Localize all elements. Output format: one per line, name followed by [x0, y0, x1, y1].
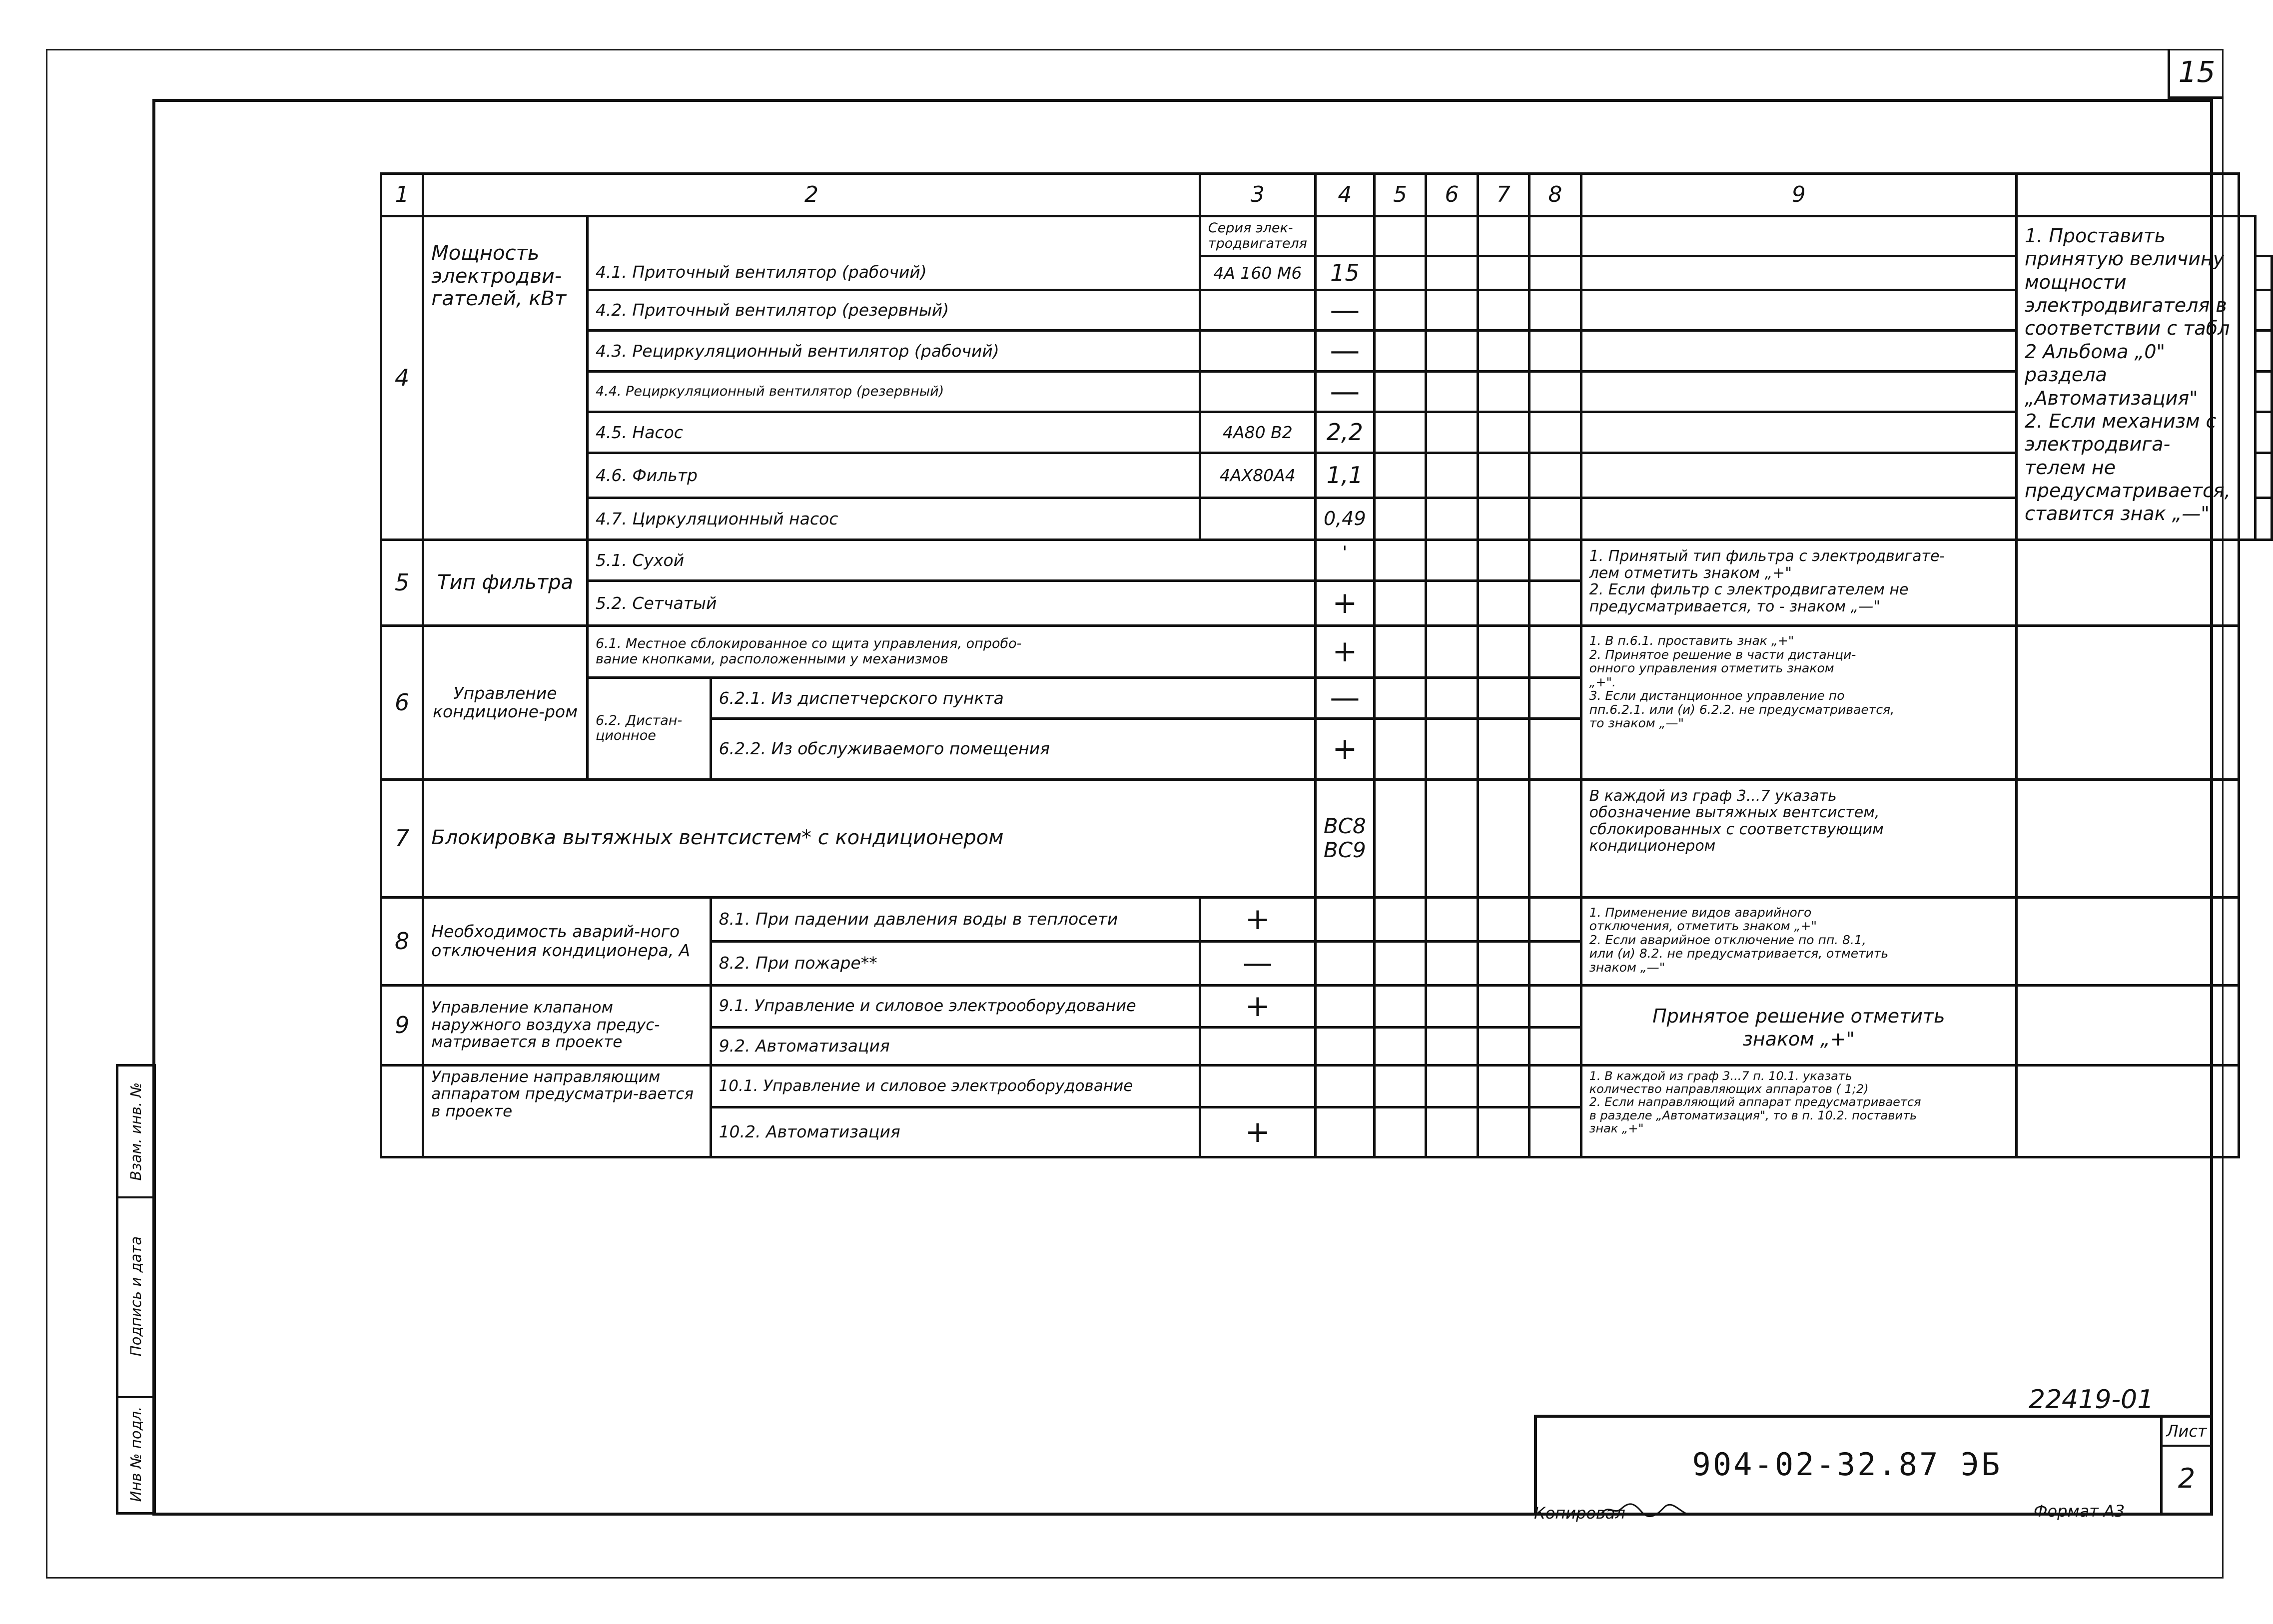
note-line: 2. Если фильтр с электродвигателем не [1589, 581, 1909, 599]
table-cell [1478, 1027, 1529, 1065]
table-cell [1529, 897, 1581, 941]
item-value: 2,2 [1315, 412, 1374, 453]
item-value: + [1315, 626, 1374, 678]
local-text: кнопками, расположенными у механизмов [642, 651, 948, 667]
table-cell [1374, 1107, 1426, 1157]
table-cell [1374, 256, 1426, 290]
side-stamp-inventory [118, 1396, 153, 1512]
note-line: ставится знак „—". [2024, 503, 2216, 525]
format-label: Формат А3 [2034, 1502, 2125, 1521]
row-number: 5 [381, 540, 423, 626]
table-cell [2239, 216, 2256, 540]
table-row [381, 897, 2272, 941]
table-cell [1478, 779, 1529, 897]
table-cell [1529, 256, 1581, 290]
item-label: 8.1. При падении давления воды в теплосети [711, 897, 1200, 941]
item-value: + [1315, 581, 1374, 626]
table-cell [2256, 498, 2272, 540]
table-cell [1426, 331, 1478, 371]
note-line: соответствии с табл 2 Альбома „0" [2024, 317, 2230, 363]
table-cell [1529, 453, 1581, 498]
table-cell [1529, 412, 1581, 453]
item-label: 10.1. Управление и силовое электрооборудование [711, 1065, 1200, 1107]
table-cell [1529, 941, 1581, 985]
table-cell [1426, 1107, 1478, 1157]
local-control-line2 [596, 652, 1307, 667]
note-line: 1. Применение видов аварийного [1589, 905, 1812, 920]
table-cell [1478, 941, 1529, 985]
table-cell [2016, 985, 2239, 1065]
note-line: отключения, отметить знаком „+" [1589, 919, 1817, 934]
col-header: 8 [1529, 174, 1581, 216]
item-value: + [1200, 985, 1315, 1027]
note-line: предусматривается, то - знаком „—" [1589, 597, 1881, 615]
item-value: 15 [1315, 256, 1374, 290]
table-cell [1374, 216, 1426, 256]
item-value [1200, 1065, 1315, 1107]
table-cell [2016, 779, 2239, 897]
table-cell [1478, 678, 1529, 718]
vent-system-1: ВС8 [1323, 814, 1366, 839]
table-cell [1374, 331, 1426, 371]
table-cell [1581, 371, 2016, 412]
table-cell [1478, 897, 1529, 941]
table-cell [1374, 290, 1426, 331]
note-line: 2. Если механизм с электродвига- [2024, 410, 2217, 456]
item-label: 4.5. Насос [587, 412, 1200, 453]
item-series: 4АХ80А4 [1200, 453, 1315, 498]
row-title: Управление направляющим аппаратом предусматри-вается в проекте [423, 1065, 711, 1157]
table-row [381, 412, 2272, 453]
note-line: онного управления отметить знаком [1589, 661, 1834, 676]
table-cell [1426, 779, 1478, 897]
table-row [381, 985, 2272, 1027]
note-line: телем не предусматривается, [2024, 456, 2231, 502]
table-cell [1374, 453, 1426, 498]
item-value: 1,1 [1315, 453, 1374, 498]
table-cell [2256, 371, 2272, 412]
row-number: 9 [381, 985, 423, 1065]
table-cell [1315, 216, 1374, 256]
side-stamp [116, 1064, 156, 1515]
item-label: 4.1. Приточный вентилятор (рабочий) [587, 256, 1200, 290]
item-value [1315, 779, 1374, 897]
table-cell [1426, 256, 1478, 290]
item-value: + [1315, 718, 1374, 779]
table-row [381, 371, 2272, 412]
table-row [381, 540, 2272, 581]
note-line: 1. Принятый тип фильтра с электродвигате- [1589, 547, 1945, 565]
table-cell [1529, 779, 1581, 897]
item-value: + [1200, 1107, 1315, 1157]
item-value [1200, 1027, 1315, 1065]
item-label: 10.2. Автоматизация [711, 1107, 1200, 1157]
table-row [381, 1065, 2272, 1107]
table-cell [1529, 331, 1581, 371]
table-cell [1374, 412, 1426, 453]
table-cell [1426, 453, 1478, 498]
table-cell [1374, 1027, 1426, 1065]
copier-signature [1599, 1501, 1689, 1519]
table-cell [1426, 540, 1478, 581]
col-header: 9 [1581, 174, 2016, 216]
table-cell [1315, 1107, 1374, 1157]
table-cell [1478, 453, 1529, 498]
row-title: Управление клапаном наружного воздуха предус-матривается в проекте [423, 985, 711, 1065]
document-number: 22419-01 [2029, 1385, 2154, 1415]
table-cell [1374, 498, 1426, 540]
col-header: 5 [1374, 174, 1426, 216]
table-cell [1529, 1027, 1581, 1065]
note-line: количество направляющих аппаратов ( 1;2) [1589, 1082, 1869, 1096]
table-cell [1529, 290, 1581, 331]
row-title: Управление кондиционе-ром [423, 626, 588, 779]
table-cell [2256, 412, 2272, 453]
item-label: 4.3. Рециркуляционный вентилятор (рабочий) [587, 331, 1200, 371]
table-cell [1426, 1027, 1478, 1065]
col-header: 1 [381, 174, 423, 216]
copied-by-label: Копировал [1534, 1504, 1625, 1523]
table-cell [1581, 412, 2016, 453]
table-cell [1315, 897, 1374, 941]
side-stamp-replacement [118, 1067, 153, 1198]
item-series [1200, 371, 1315, 412]
table-cell [2016, 1065, 2239, 1157]
note-line: 2. Если аварийное отключение по пп. 8.1, [1589, 932, 1866, 947]
table-cell [1374, 897, 1426, 941]
note-line: В каждой из граф 3...7 указать [1589, 787, 1837, 805]
item-label: 4.2. Приточный вентилятор (резервный) [587, 290, 1200, 331]
note-line: раздела „Автоматизация" [2024, 364, 2198, 409]
table-cell [1315, 941, 1374, 985]
item-series: 4А 160 М6 [1200, 256, 1315, 290]
table-row [381, 290, 2272, 331]
table-cell [2256, 256, 2272, 290]
table-cell [1478, 498, 1529, 540]
note-line: или (и) 8.2. не предусматривается, отметить [1589, 946, 1889, 961]
table-cell [2256, 453, 2272, 498]
table-cell [1315, 985, 1374, 1027]
row-number [381, 1065, 423, 1157]
note-line: сблокированных с соответствующим [1589, 820, 1884, 838]
header-row [381, 174, 2272, 216]
table-cell [1581, 256, 2016, 290]
item-label: 4.4. Рециркуляционный вентилятор (резервный) [587, 371, 1200, 412]
table-cell [2016, 626, 2239, 779]
sheet-number: 15 [2168, 49, 2224, 99]
table-row [381, 626, 2272, 678]
row-number: 8 [381, 897, 423, 985]
side-stamp-signature [118, 1196, 153, 1398]
note-line: 2. Если направляющий аппарат предусматривается [1589, 1095, 1921, 1109]
note-line: в разделе „Автоматизация", то в п. 10.2. поставить [1589, 1108, 1917, 1122]
item-label: 5.2. Сетчатый [587, 581, 1315, 626]
table-cell [1374, 371, 1426, 412]
col-header: 6 [1426, 174, 1478, 216]
row-note [1581, 985, 2016, 1065]
table-cell [1529, 581, 1581, 626]
note-line: пп.6.2.1. или (и) 6.2.2. не предусматривается, [1589, 702, 1895, 717]
drawing-code: 904-02-32.87 ЭБ [1692, 1446, 2002, 1483]
row-number: 6 [381, 626, 423, 779]
table-cell [1529, 540, 1581, 581]
item-label: 8.2. При пожаре** [711, 941, 1200, 985]
table-cell [1529, 216, 1581, 256]
table-cell [1426, 581, 1478, 626]
col-header: 2 [423, 174, 1200, 216]
row-title: Тип фильтра [423, 540, 588, 626]
item-value: — [1315, 290, 1374, 331]
table-cell [1374, 581, 1426, 626]
side-stamp-label: Подпись и дата [127, 1236, 144, 1357]
table-cell [1478, 985, 1529, 1027]
table-cell [1529, 626, 1581, 678]
table-cell [1529, 371, 1581, 412]
note-line: знак „+" [1589, 1121, 1644, 1136]
table-cell [1374, 540, 1426, 581]
item-label: 5.1. Сухой [587, 540, 1315, 581]
col-header: 7 [1478, 174, 1529, 216]
table-cell [1374, 985, 1426, 1027]
note-line: лем отметить знаком „+" [1589, 564, 1792, 582]
table-row [381, 779, 2272, 897]
note-line: 1. В п.6.1. проставить знак „+" [1589, 633, 1794, 648]
row-note [1581, 626, 2016, 779]
item-series [1200, 290, 1315, 331]
table-row [381, 453, 2272, 498]
row-note [2016, 216, 2239, 540]
table-cell [1374, 1065, 1426, 1107]
table-cell [1426, 412, 1478, 453]
sheet-index: 2 [2178, 1463, 2196, 1494]
table-cell [1581, 216, 2016, 256]
item-label: 4.6. Фильтр [587, 453, 1200, 498]
table-cell [1478, 626, 1529, 678]
row-note [1581, 897, 2016, 985]
col-header [2016, 174, 2239, 216]
table-row [381, 498, 2272, 540]
table-cell [1426, 626, 1478, 678]
note-line: мощности электродвигателя в [2024, 271, 2227, 317]
item-label: 9.2. Автоматизация [711, 1027, 1200, 1065]
item-label: 9.1. Управление и силовое электрооборудование [711, 985, 1200, 1027]
table-cell [1478, 412, 1529, 453]
local-label: вание [595, 651, 638, 667]
table-cell [1426, 941, 1478, 985]
table-cell [1315, 1065, 1374, 1107]
note-line: знаком „+" [1742, 1028, 1855, 1051]
note-line: кондиционером [1589, 837, 1716, 855]
table-cell [1426, 678, 1478, 718]
item-value: + [1200, 897, 1315, 941]
note-line: „+". [1589, 674, 1616, 689]
sheet-label: Лист [2160, 1422, 2213, 1447]
note-line: 1. В каждой из граф 3...7 п. 10.1. указать [1589, 1069, 1852, 1083]
note-line: 1. Проставить принятую величину [2024, 225, 2225, 270]
side-stamp-label: Взам. инв. № [127, 1082, 144, 1181]
row-note [1581, 779, 2016, 897]
table-row [381, 331, 2272, 371]
note-line: обозначение вытяжных вентсистем, [1589, 804, 1880, 822]
item-series: 4А80 В2 [1200, 412, 1315, 453]
table-cell [1529, 985, 1581, 1027]
remote-label: 6.2. Дистан-ционное [587, 678, 711, 779]
table-cell [1374, 779, 1426, 897]
row-title: Блокировка вытяжных вентсистем* с кондиционером [423, 779, 1316, 897]
table-cell [1529, 718, 1581, 779]
table-cell [1374, 626, 1426, 678]
local-control-cell [587, 626, 1315, 678]
table-cell [1374, 718, 1426, 779]
table-cell [1426, 985, 1478, 1027]
table-cell [1478, 256, 1529, 290]
note-line: то знаком „—" [1589, 716, 1684, 731]
table-cell [2256, 290, 2272, 331]
col-header: 3 [1200, 174, 1315, 216]
table-row [381, 256, 2272, 290]
col-header: 4 [1315, 174, 1374, 216]
table-cell [1426, 498, 1478, 540]
note-line: 2. Принятое решение в части дистанци- [1589, 647, 1856, 662]
table-cell [1315, 1027, 1374, 1065]
item-value: — [1315, 678, 1374, 718]
table-cell [2256, 331, 2272, 371]
table-cell [2016, 897, 2239, 985]
table-cell [1529, 1065, 1581, 1107]
local-text: сблокированное со щита управления, опробо- [690, 636, 1022, 652]
specification-table [380, 172, 2273, 1158]
table-cell [1581, 331, 2016, 371]
local-label: 6.1. Местное [595, 636, 687, 652]
item-label: 4.7. Циркуляционный насос [587, 498, 1200, 540]
item-series [1200, 498, 1315, 540]
item-value: 0,49 [1315, 498, 1374, 540]
item-value: — [1200, 941, 1315, 985]
table-cell [587, 216, 1200, 256]
table-cell [1426, 718, 1478, 779]
side-stamp-label: Инв № подл. [127, 1406, 144, 1502]
item-label: 6.2.1. Из диспетчерского пункта [711, 678, 1315, 718]
row-note [1581, 540, 2016, 626]
table-cell [1426, 216, 1478, 256]
vent-system-2: ВС9 [1323, 838, 1366, 863]
row-title: Необходимость аварий-ного отключения кондиционера, А [423, 897, 711, 985]
row-number: 7 [381, 779, 423, 897]
note-line: 3. Если дистанционное управление по [1589, 688, 1845, 703]
note-line: Принятое решение отметить [1652, 1005, 1945, 1027]
table-cell [1478, 540, 1529, 581]
row-number: 4 [381, 216, 423, 540]
table-cell [1581, 453, 2016, 498]
table-cell [1426, 290, 1478, 331]
item-value: — [1315, 331, 1374, 371]
table-cell [1478, 581, 1529, 626]
table-cell [1426, 371, 1478, 412]
table-cell [1478, 1065, 1529, 1107]
table-cell [1478, 290, 1529, 331]
table-cell [1478, 331, 1529, 371]
series-header: Серия элек-тродвигателя [1200, 216, 1315, 256]
table-cell [1529, 678, 1581, 718]
note-line: знаком „—" [1589, 960, 1665, 975]
table-row [381, 216, 2272, 256]
table-cell [1529, 1107, 1581, 1157]
item-value: — [1315, 371, 1374, 412]
row-note [1581, 1065, 2016, 1157]
table-cell [1426, 897, 1478, 941]
item-label: 6.2.2. Из обслуживаемого помещения [711, 718, 1315, 779]
table-cell [1581, 498, 2016, 540]
table-cell [1581, 290, 2016, 331]
table-cell [1529, 498, 1581, 540]
item-series [1200, 331, 1315, 371]
local-control-line1 [596, 636, 1307, 651]
row-title: Мощность электродви-гателей, кВт [423, 216, 588, 540]
item-value: ' [1315, 540, 1374, 581]
table-cell [1478, 1107, 1529, 1157]
table-cell [1478, 216, 1529, 256]
table-cell [1478, 718, 1529, 779]
table-cell [2016, 540, 2239, 626]
table-cell [1426, 1065, 1478, 1107]
table-cell [1478, 371, 1529, 412]
table-cell [1374, 678, 1426, 718]
table-cell [1374, 941, 1426, 985]
